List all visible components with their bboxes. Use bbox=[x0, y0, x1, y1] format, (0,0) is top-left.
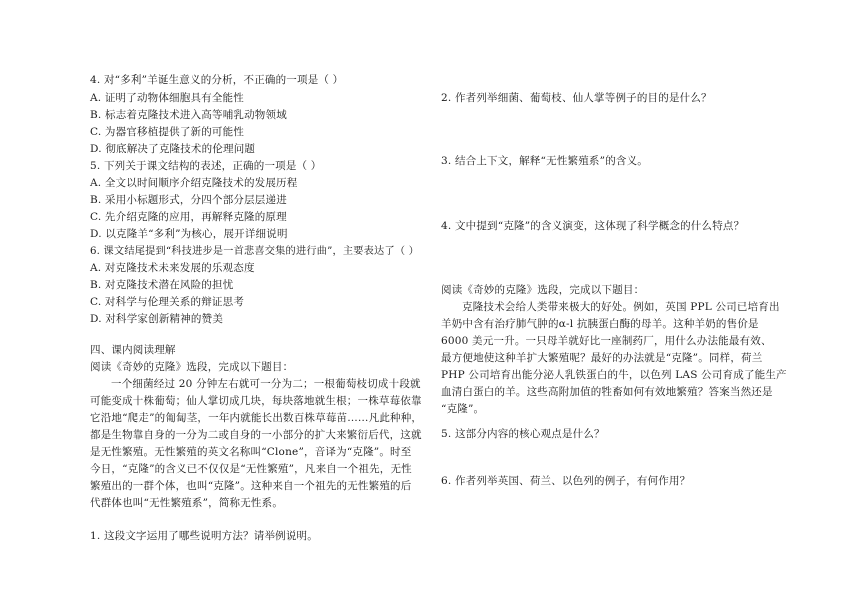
question-4: 4. 文中提到“克隆”的含义演变，这体现了科学概念的什么特点？ bbox=[441, 220, 745, 232]
question-5-option-a: A. 全文以时间顺序介绍克隆技术的发展历程 bbox=[90, 177, 298, 189]
question-1: 1. 这段文字运用了哪些说明方法？请举例说明。 bbox=[90, 530, 318, 542]
passage-line: 代群体也叫“无性繁殖系”，简称无性系。 bbox=[90, 497, 284, 509]
passage-line: 羊奶中含有治疗肺气肿的α-l 抗胰蛋白酶的母羊。这种羊奶的售价是 bbox=[441, 318, 759, 330]
question-4-option-d: D. 彻底解决了克隆技术的伦理问题 bbox=[90, 143, 256, 155]
reading-intro: 阅读《奇妙的克隆》选段，完成以下题目： bbox=[90, 361, 294, 373]
passage-line: 血清白蛋白的羊。这些高附加值的牲畜如何有效地繁殖？答案当然还是 bbox=[441, 386, 773, 398]
question-5-option-c: C. 先介绍克隆的应用，再解释克隆的原理 bbox=[90, 211, 287, 223]
reading-intro: 阅读《奇妙的克隆》选段，完成以下题目： bbox=[441, 284, 645, 296]
question-2: 2. 作者列举细菌、葡萄枝、仙人掌等例子的目的是什么？ bbox=[441, 92, 712, 104]
question-3: 3. 结合上下文，解释“无性繁殖系”的含义。 bbox=[441, 155, 648, 167]
question-4-option-a: A. 证明了动物体细胞具有全能性 bbox=[90, 92, 244, 104]
question-4-stem: 4. 对“多利”羊诞生意义的分析，不正确的一项是（ ） bbox=[90, 74, 344, 86]
question-6-option-b: B. 对克隆技术潜在风险的担忧 bbox=[90, 279, 234, 291]
question-6-stem: 6. 课文结尾提到“科技进步是一首悲喜交集的进行曲”，主要表达了（ ） bbox=[90, 246, 420, 257]
passage-line: 繁殖出的一群个体，也叫“克隆”。这种来自一个祖先的无性繁殖的后 bbox=[90, 480, 412, 492]
question-5: 5. 这部分内容的核心观点是什么？ bbox=[441, 428, 605, 440]
question-4-option-b: B. 标志着克隆技术进入高等哺乳动物领域 bbox=[90, 109, 287, 121]
question-6-option-d: D. 对科学家创新精神的赞美 bbox=[90, 313, 224, 325]
passage-line: 6000 美元一升。一只母羊就好比一座制药厂，用什么办法能最有效、 bbox=[441, 335, 772, 347]
question-5-option-d: D. 以克隆羊“多利”为核心，展开详细说明 bbox=[90, 228, 288, 240]
passage-line: 都是生物靠自身的一分为二或自身的一小部分的扩大来繁衍后代，这就 bbox=[90, 429, 422, 441]
question-4-option-c: C. 为器官移植提供了新的可能性 bbox=[90, 126, 245, 138]
passage-line: “克隆”。 bbox=[441, 403, 485, 415]
passage-line: 最方便地使这种羊扩大繁殖呢？最好的办法就是“克隆”。同样，荷兰 bbox=[441, 352, 763, 364]
question-5-stem: 5. 下列关于课文结构的表述，正确的一项是（ ） bbox=[90, 160, 322, 172]
question-6: 6. 作者列举英国、荷兰、以色列的例子，有何作用？ bbox=[441, 475, 691, 487]
section-title: 四、课内阅读理解 bbox=[90, 344, 176, 356]
passage-line: 克隆技术会给人类带来极大的好处。例如，英国 PPL 公司已培育出 bbox=[462, 301, 780, 313]
passage-line: 可能变成十株葡萄；仙人掌切成几块，每块落地就生根；一株草莓依靠 bbox=[90, 395, 422, 407]
passage-line: 它沿地“爬走”的匍匐茎，一年内就能长出数百株草莓苗……凡此种种， bbox=[90, 412, 423, 424]
question-6-option-a: A. 对克隆技术未来发展的乐观态度 bbox=[90, 262, 255, 274]
passage-line: 一个细菌经过 20 分钟左右就可一分为二；一根葡萄枝切成十段就 bbox=[111, 378, 421, 390]
passage-line: 今日，“克隆”的含义已不仅仅是“无性繁殖”，凡来自一个祖先，无性 bbox=[90, 463, 412, 475]
passage-line: PHP 公司培育出能分泌人乳铁蛋白的牛，以色列 LAS 公司育成了能生产 bbox=[441, 369, 787, 381]
passage-line: 是无性繁殖。无性繁殖的英文名称叫“Clone”，音译为“克隆”。时至 bbox=[90, 446, 412, 458]
question-5-option-b: B. 采用小标题形式，分四个部分层层递进 bbox=[90, 194, 287, 206]
question-6-option-c: C. 对科学与伦理关系的辩证思考 bbox=[90, 296, 245, 308]
